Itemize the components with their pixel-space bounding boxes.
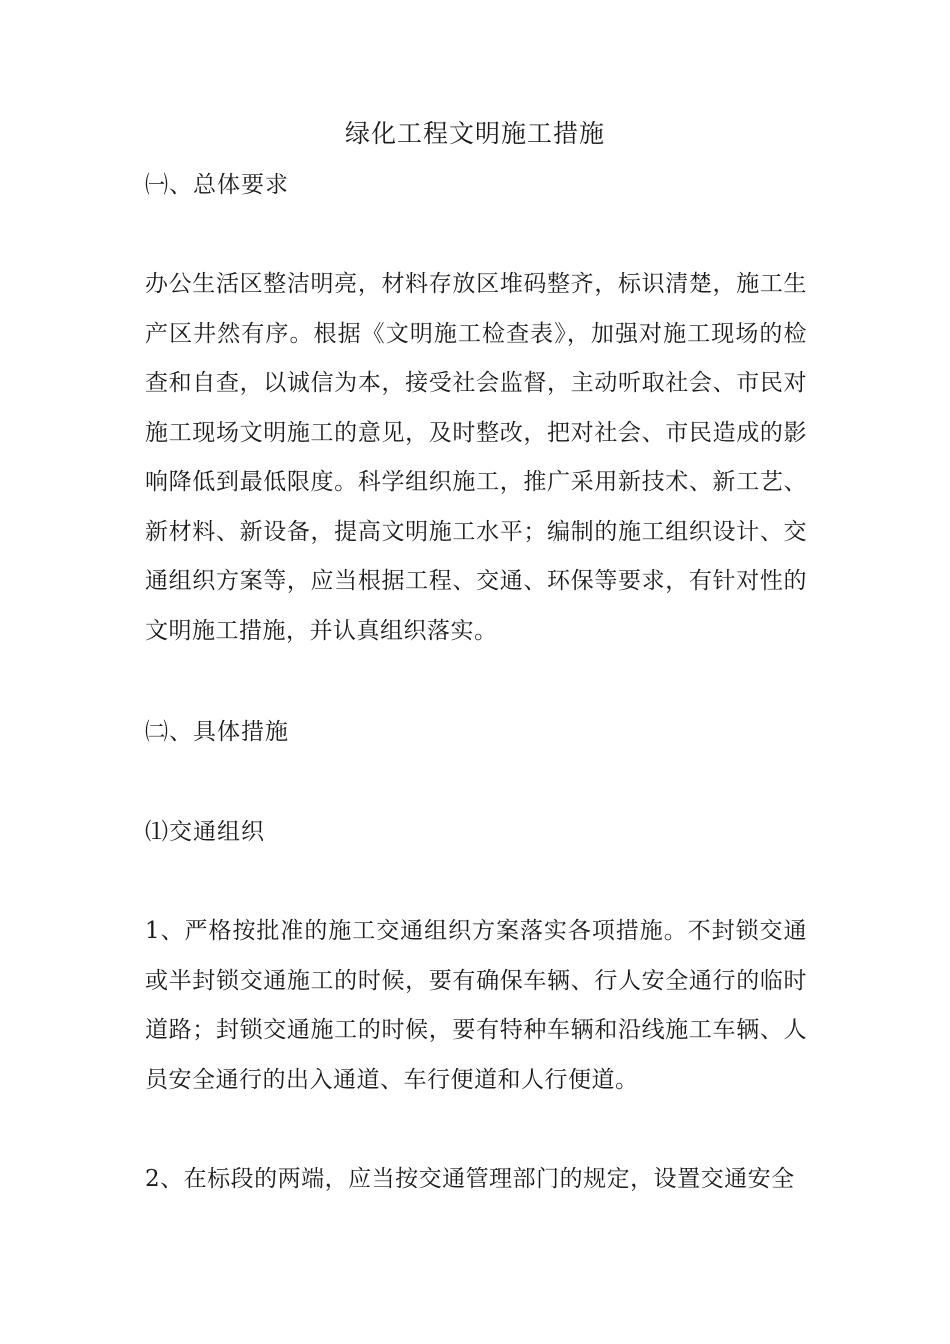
document-title: 绿化工程文明施工措施 xyxy=(344,119,605,148)
section-heading-specific-measures: ㈡、具体措施 xyxy=(145,719,289,745)
paragraph-general-requirements: 办公生活区整洁明亮，材料存放区堆码整齐，标识清楚，施工生产区井然有序。根据《文明施工检查表》，加强对施工现场的检查和自查，以诚信为本，接受社会监督，主动听取社会、市民对施工现场文明施工的意见，及时整改，把对社会、市民造成的影响降低到最低限度。科学组织施工，推广采用新技术、新工艺、新材料、新设备，提高文明施工水平；编制的施工组织设计、交通组织方案等，应当根据工程、交通、环保等要求，有针对性的文明施工措施，并认真组织落实。 xyxy=(145,271,807,644)
subsection-heading-traffic-organization: ⑴交通组织 xyxy=(145,819,265,845)
paragraph-item-1: 1、严格按批准的施工交通组织方案落实各项措施。不封锁交通或半封锁交通施工的时候，要有确保车辆、行人安全通行的临时道路；封锁交通施工的时候，要有特种车辆和沿线施工车辆、人员安全通行的出入通道、车行便道和人行便道。 xyxy=(145,918,807,1093)
section-heading-general-requirements: ㈠、总体要求 xyxy=(145,172,289,198)
paragraph-item-2: 2、在标段的两端，应当按交通管理部门的规定，设置交通安全 xyxy=(145,1166,795,1192)
